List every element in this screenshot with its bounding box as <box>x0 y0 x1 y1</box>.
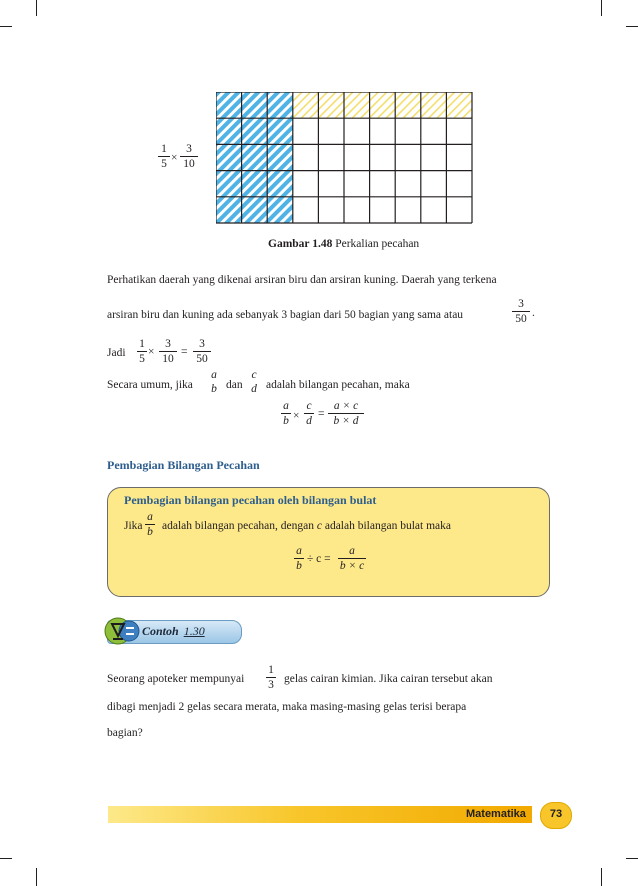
jadi-equals: = <box>181 346 188 358</box>
jadi-times: × <box>148 346 155 358</box>
definition-formula-fraction-ab: $\frac{a}{b}$ <box>294 545 304 572</box>
umum-prefix: Secara umum, jika <box>107 379 193 391</box>
formula-equals: = <box>318 408 325 420</box>
definition-box-title: Pembagian bilangan pecahan oleh bilangan bulat <box>124 493 377 507</box>
definition-text: adalah bilangan pecahan, dengan c adalah bilangan bulat maka <box>162 520 451 532</box>
footer-subject: Matematika <box>466 808 526 820</box>
jadi-fraction-3: $\frac{3}{50}$ <box>193 338 211 365</box>
jadi-fraction-2: $\frac{3}{10}$ <box>159 338 177 365</box>
section-heading: Pembagian Bilangan Pecahan <box>107 458 260 472</box>
paragraph-line: Perhatikan daerah yang dikenai arsiran biru dan arsiran kuning. Daerah yang terkena <box>107 274 497 286</box>
page-number: 73 <box>549 808 563 820</box>
figure-caption <box>268 237 419 251</box>
fraction-3-50: $\frac{3}{50}$ <box>512 298 530 325</box>
problem-fraction: $\frac{1}{3}$ <box>266 664 276 691</box>
umum-dan: dan <box>226 379 243 391</box>
crop-mark <box>601 868 602 886</box>
problem-line: dibagi menjadi 2 gelas secara merata, maka masing-masing gelas terisi berapa <box>107 701 467 713</box>
problem-suffix: gelas cairan kimian. Jika cairan tersebut akan <box>284 673 493 685</box>
jadi-label: Jadi <box>107 347 126 359</box>
problem-prefix: Seorang apoteker mempunyai <box>107 673 245 685</box>
figure-fraction-left: $\frac{1}{5}$ <box>158 143 170 170</box>
definition-jika: Jika <box>124 520 143 532</box>
problem-line: bagian? <box>107 727 143 739</box>
figure-fraction-right: $\frac{3}{10}$ <box>180 143 198 170</box>
umum-fraction-cd: c d <box>251 369 257 395</box>
blue-shaded-columns <box>216 92 293 223</box>
paragraph-line: arsiran biru dan kuning ada sebanyak 3 bagian dari 50 bagian yang sama atau <box>107 309 464 321</box>
jadi-fraction-1: $\frac{1}{5}$ <box>137 338 147 365</box>
crop-mark <box>626 26 638 27</box>
paragraph-period: . <box>532 307 535 319</box>
figure-caption-text: Perkalian pecahan <box>335 238 420 250</box>
formula-fraction-ab: $\frac{a}{b}$ <box>281 400 291 427</box>
crop-mark <box>601 0 602 16</box>
figure-times-sign: × <box>171 152 178 164</box>
formula-fraction-result: $\frac{a \times c}{b \times d}$ <box>328 400 364 427</box>
crop-mark <box>36 868 37 886</box>
definition-formula-fraction-result: $\frac{a}{b \times c}$ <box>339 545 365 572</box>
formula-times: × <box>293 410 300 422</box>
umum-suffix: adalah bilangan pecahan, maka <box>266 379 410 391</box>
contoh-label: Contoh 1.30 <box>142 624 205 638</box>
definition-fraction-ab: $\frac{a}{b}$ <box>145 511 155 538</box>
crop-mark <box>36 0 37 16</box>
crop-mark <box>0 858 12 859</box>
definition-formula-operator: ÷ c = <box>307 553 331 565</box>
math-operations-icon <box>104 617 140 645</box>
fraction-grid-figure <box>216 92 473 224</box>
crop-mark <box>626 858 638 859</box>
figure-caption-label: Gambar 1.48 <box>268 238 333 250</box>
umum-fraction-ab: a b <box>211 369 217 395</box>
formula-fraction-cd: $\frac{c}{d}$ <box>304 400 314 427</box>
crop-mark <box>0 26 12 27</box>
